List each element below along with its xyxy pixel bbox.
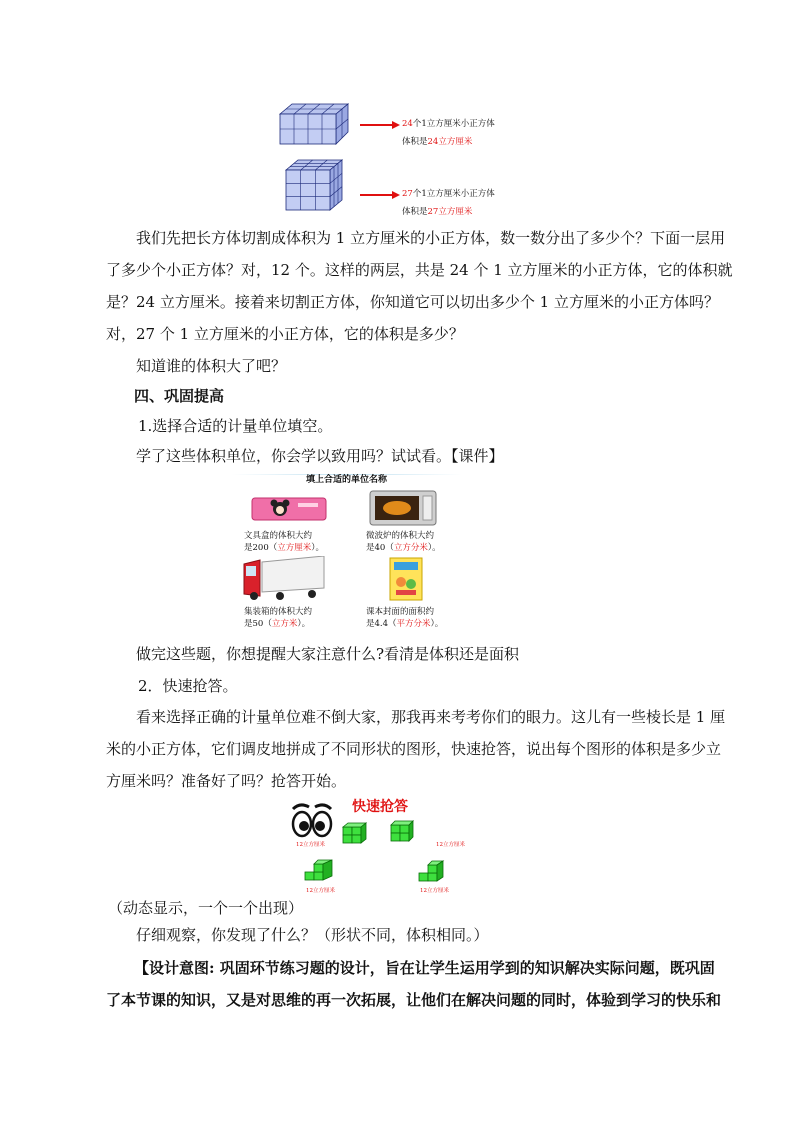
unit-item3-line1: 集装箱的体积大约	[244, 607, 313, 617]
green-cubes-shape-1	[342, 822, 372, 844]
quick-label-4: 12立方厘米	[420, 888, 449, 894]
cube-row2-line2: 体积是27立方厘米	[402, 207, 473, 217]
quick-label-2: 12立方厘米	[436, 842, 465, 848]
eyes-icon	[290, 802, 334, 838]
units-figure	[232, 470, 462, 630]
cube-row1-line2: 体积是24立方厘米	[402, 137, 473, 147]
unit-item4-line2: 是4.4（平方分米）。	[366, 619, 444, 629]
textbook-image	[388, 556, 424, 602]
microwave-image	[368, 488, 438, 528]
unit-item4-line1: 课本封面的面积约	[366, 607, 435, 617]
para2: 知道谁的体积大了吧？	[136, 357, 287, 375]
unit-item2-line2: 是40（立方分米）。	[366, 543, 441, 553]
design-intent-line2: 了本节课的知识，又是对思维的再一次拓展，让他们在解决问题的同时，体验到学习的快乐和	[106, 991, 722, 1009]
unit-item1-line1: 文具盒的体积大约	[244, 531, 313, 541]
quick-label-1: 12立方厘米	[296, 842, 325, 848]
cuboid-image	[276, 100, 356, 148]
quick-label-3: 12立方厘米	[306, 888, 335, 894]
design-intent-line1: 【设计意图: 巩固环节练习题的设计，旨在让学生运用学到的知识解决实际问题，既巩固	[134, 959, 715, 977]
cube-row1-line1: 24个1立方厘米小正方体	[402, 119, 495, 129]
truck-image	[240, 556, 326, 602]
item1-sub: 学了这些体积单位，你会学以致用吗？试试看。【课件】	[136, 447, 504, 465]
cube-figure	[276, 92, 526, 220]
green-cubes-shape-3	[304, 858, 336, 882]
para1-line4: 对，27 个 1 立方厘米的小正方体，它的体积是多少？	[106, 325, 464, 343]
item2: 2．快速抢答。	[138, 677, 238, 695]
section-heading: 四、巩固提高	[134, 387, 225, 405]
dynamic-note: （动态显示，一个一个出现）	[108, 899, 304, 917]
green-cubes-shape-4	[418, 858, 448, 884]
arrow-icon	[360, 190, 400, 200]
para3-line3: 方厘米吗？准备好了吗？抢答开始。	[106, 772, 347, 790]
observe: 仔细观察，你发现了什么？（形状不同，体积相同。）	[136, 926, 489, 944]
para1-line3: 是？24 立方厘米。接着来切割正方体，你知道它可以切出多少个 1 立方厘米的小正方体吗？	[106, 293, 719, 311]
para3-line2: 米的小正方体，它们调皮地拼成了不同形状的图形，快速抢答，说出每个图形的体积是多少立	[106, 740, 722, 758]
unit-item1-line2: 是200（立方厘米）。	[244, 543, 325, 553]
green-cubes-shape-2	[390, 820, 414, 846]
para3-line1: 看来选择正确的计量单位难不倒大家，那我再来考考你们的眼力。这儿有一些棱长是 1 厘	[136, 708, 726, 726]
quick-answer-figure	[286, 796, 506, 896]
unit-item2-line1: 微波炉的体积大约	[366, 531, 435, 541]
cube-row2-line1: 27个1立方厘米小正方体	[402, 189, 495, 199]
arrow-icon	[360, 120, 400, 130]
para1-line2: 了多少个小正方体？对，12 个。这样的两层，共是 24 个 1 立方厘米的小正方体，它的体积就	[106, 261, 733, 279]
para1-line1: 我们先把长方体切割成体积为 1 立方厘米的小正方体，数一数分出了多少个？下面一层用	[136, 229, 726, 247]
unit-item3-line2: 是50（立方米）。	[244, 619, 311, 629]
quick-title: 快速抢答	[352, 799, 408, 815]
units-title: 填上合适的单位名称	[306, 475, 388, 485]
pencil-case-image	[250, 494, 328, 524]
cube-image	[282, 156, 348, 214]
item1: 1.选择合适的计量单位填空。	[138, 417, 333, 435]
after-units: 做完这些题，你想提醒大家注意什么?看清是体积还是面积	[136, 645, 520, 663]
